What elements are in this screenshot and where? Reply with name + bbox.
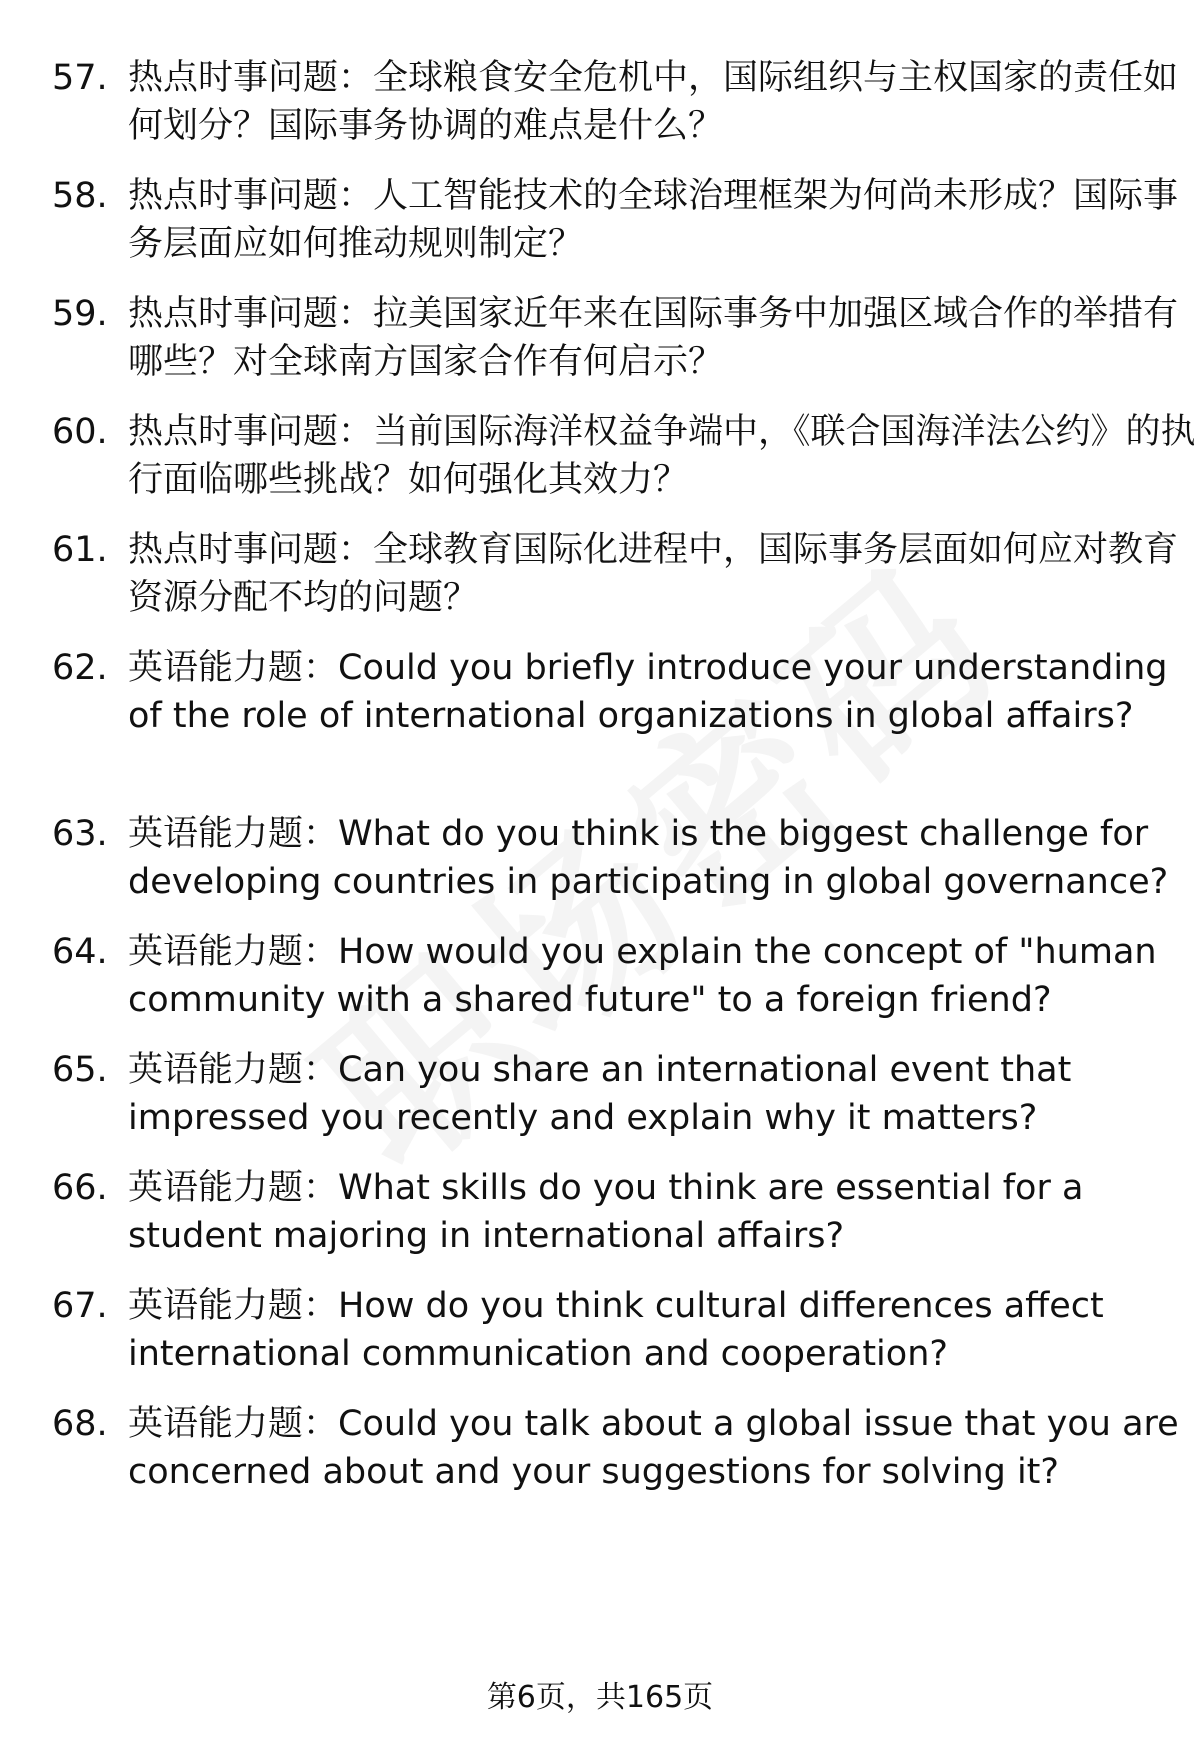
question-category: 英语能力题： (128, 1050, 339, 1090)
question-number: 59. (52, 294, 108, 334)
question-category: 英语能力题： (128, 1404, 339, 1444)
question-text: How would you explain the concept of "human community with a shared future" to a foreign friend? (128, 932, 1157, 1020)
question-number: 58. (52, 176, 108, 216)
question-text: Could you briefly introduce your understanding of the role of international organizations in global affairs? (128, 648, 1168, 736)
question-category: 英语能力题： (128, 814, 339, 854)
question-text: Can you share an international event that impressed you recently and explain why it matters? (128, 1050, 1072, 1138)
question-category: 热点时事问题： (128, 530, 374, 570)
question-category: 热点时事问题： (128, 176, 374, 216)
question-number: 65. (52, 1050, 108, 1090)
question-category: 英语能力题： (128, 1286, 339, 1326)
question-number: 64. (52, 932, 108, 972)
question-body (128, 1400, 1200, 1496)
question-category: 热点时事问题： (128, 294, 374, 334)
question-body (128, 54, 1200, 150)
question-body (128, 1282, 1200, 1378)
question-body (128, 810, 1200, 906)
question-category: 英语能力题： (128, 1168, 339, 1208)
question-text: How do you think cultural differences affect international communication and cooperation? (128, 1286, 1104, 1374)
question-body (128, 172, 1200, 268)
question-body (128, 1164, 1200, 1260)
page-footer (0, 1678, 1200, 1718)
question-number: 66. (52, 1168, 108, 1208)
question-text: 拉美国家近年来在国际事务中加强区域合作的举措有哪些？对全球南方国家合作有何启示？ (128, 294, 1179, 382)
question-number: 68. (52, 1404, 108, 1444)
question-number: 67. (52, 1286, 108, 1326)
question-body (128, 290, 1200, 386)
question-body (128, 644, 1200, 740)
question-category: 英语能力题： (128, 648, 339, 688)
question-text: Could you talk about a global issue that you are concerned about and your suggestions for solving it? (128, 1404, 1179, 1492)
question-text: 人工智能技术的全球治理框架为何尚未形成？国际事务层面应如何推动规则制定？ (128, 176, 1179, 264)
question-number: 63. (52, 814, 108, 854)
question-body (128, 1046, 1200, 1142)
question-number: 61. (52, 530, 108, 570)
question-text: What do you think is the biggest challenge for developing countries in participating in global governance? (128, 814, 1169, 902)
question-text: What skills do you think are essential for a student majoring in international affairs? (128, 1168, 1084, 1256)
question-body (128, 928, 1200, 1024)
question-number: 60. (52, 412, 108, 452)
question-category: 英语能力题： (128, 932, 339, 972)
question-text: 全球教育国际化进程中，国际事务层面如何应对教育资源分配不均的问题？ (128, 530, 1179, 618)
question-category: 热点时事问题： (128, 412, 374, 452)
page-number: 第6页，共165页 (486, 1680, 714, 1715)
question-body (128, 526, 1200, 622)
question-text: 全球粮食安全危机中，国际组织与主权国家的责任如何划分？国际事务协调的难点是什么？ (128, 58, 1179, 146)
question-number: 62. (52, 648, 108, 688)
question-text: 当前国际海洋权益争端中，《联合国海洋法公约》的执行面临哪些挑战？如何强化其效力？ (128, 412, 1196, 500)
question-body (128, 408, 1200, 504)
question-number: 57. (52, 58, 108, 98)
question-category: 热点时事问题： (128, 58, 374, 98)
